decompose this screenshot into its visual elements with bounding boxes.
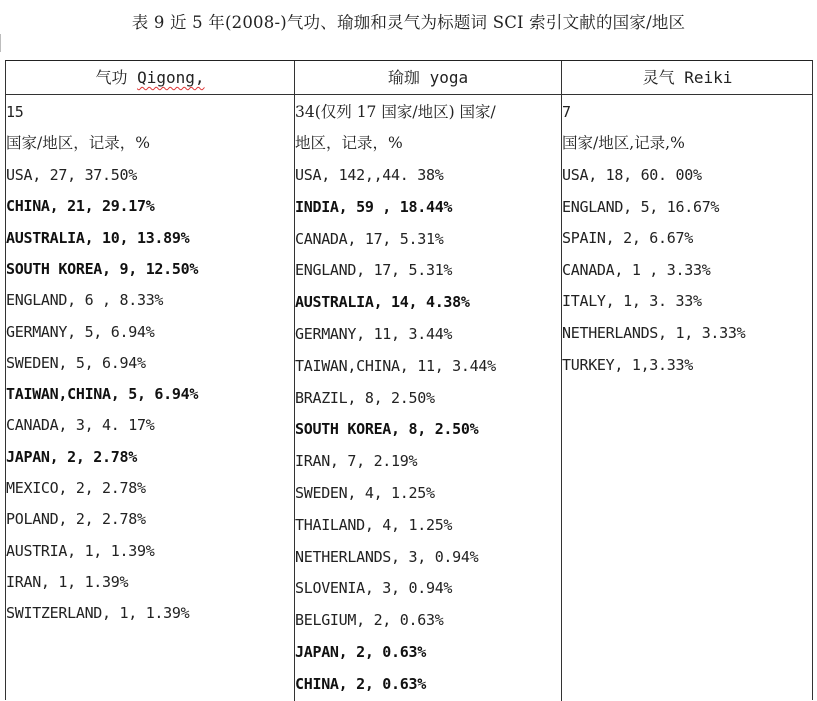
country-record-row: JAPAN, 2, 2.78% [6, 447, 137, 466]
country-record-row: INDIA, 59 , 18.44% [295, 197, 453, 216]
country-record-row: ENGLAND, 6 , 8.33% [6, 291, 164, 310]
column-header-zh: 瑜珈 [387, 68, 420, 87]
country-record-row: NETHERLANDS, 3, 0.94% [295, 547, 479, 566]
country-record-row: POLAND, 2, 2.78% [6, 510, 146, 529]
column-header-zh: 气功 [95, 68, 128, 87]
record-count: 34(仅列 17 国家/地区) 国家/ [295, 103, 496, 121]
country-record-row: AUSTRALIA, 14, 4.38% [295, 293, 470, 312]
country-record-row: TAIWAN,CHINA, 5, 6.94% [6, 385, 199, 404]
column-body-yoga [294, 95, 561, 701]
country-record-row: CANADA, 1 , 3.33% [562, 260, 711, 279]
country-record-row: CHINA, 21, 29.17% [6, 197, 155, 216]
column-subheader: 国家/地区，记录，% [6, 134, 150, 152]
country-record-row: SLOVENIA, 3, 0.94% [295, 579, 453, 598]
country-record-row: SWITZERLAND, 1, 1.39% [6, 604, 190, 623]
country-record-row: NETHERLANDS, 1, 3.33% [562, 324, 746, 342]
corner-mark [0, 34, 4, 52]
country-record-row: SPAIN, 2, 6.67% [562, 229, 693, 248]
column-header-qigong [6, 61, 294, 95]
column-subheader: 国家/地区,记录,% [562, 134, 685, 152]
column-header-en: Reiki [684, 68, 733, 87]
column-header-en: yoga [429, 68, 469, 87]
country-record-row: BRAZIL, 8, 2.50% [295, 388, 435, 407]
country-record-row: IRAN, 7, 2.19% [295, 452, 418, 471]
column-body-reiki [561, 95, 813, 701]
country-record-row: SWEDEN, 4, 1.25% [295, 484, 435, 502]
country-record-row: CANADA, 17, 5.31% [295, 229, 444, 248]
column-subheader: 地区，记录，% [295, 134, 403, 152]
country-record-row: BELGIUM, 2, 0.63% [295, 611, 444, 630]
country-record-row: USA, 18, 60. 00% [562, 166, 702, 184]
table-title: 表 9 近 5 年(2008-)气功、瑜珈和灵气为标题词 SCI 索引文献的国家/地区 [131, 13, 686, 32]
country-record-row: MEXICO, 2, 2.78% [6, 479, 146, 497]
data-table [5, 60, 813, 700]
country-record-row: SOUTH KOREA, 8, 2.50% [295, 420, 479, 439]
country-record-row: JAPAN, 2, 0.63% [295, 643, 426, 661]
column-header-reiki [561, 61, 813, 95]
country-record-row: IRAN, 1, 1.39% [6, 572, 129, 591]
country-record-row: TURKEY, 1,3.33% [562, 355, 693, 374]
country-record-row: THAILAND, 4, 1.25% [295, 515, 453, 534]
country-record-row: SOUTH KOREA, 9, 12.50% [6, 259, 199, 278]
table-header-row [6, 61, 812, 95]
column-header-zh: 灵气 [642, 68, 675, 87]
country-record-row: ITALY, 1, 3. 33% [562, 292, 702, 311]
country-record-row: USA, 142,,44. 38% [295, 166, 444, 184]
country-record-row: ENGLAND, 17, 5.31% [295, 261, 453, 280]
country-record-row: GERMANY, 11, 3.44% [295, 325, 453, 343]
record-count: 15 [6, 103, 24, 121]
country-record-row: AUSTRIA, 1, 1.39% [6, 541, 155, 560]
country-record-row: USA, 27, 37.50% [6, 166, 137, 184]
country-record-row: ENGLAND, 5, 16.67% [562, 197, 720, 216]
country-record-row: SWEDEN, 5, 6.94% [6, 353, 146, 372]
country-record-row: CHINA, 2, 0.63% [295, 674, 426, 693]
country-record-row: GERMANY, 5, 6.94% [6, 322, 155, 341]
record-count: 7 [562, 103, 571, 121]
country-record-row: TAIWAN,CHINA, 11, 3.44% [295, 356, 496, 375]
country-record-row: CANADA, 3, 4. 17% [6, 416, 155, 435]
column-header-en: Qigong, [137, 68, 205, 87]
column-header-yoga [294, 61, 561, 95]
column-body-qigong [6, 95, 294, 701]
country-record-row: AUSTRALIA, 10, 13.89% [6, 228, 190, 247]
